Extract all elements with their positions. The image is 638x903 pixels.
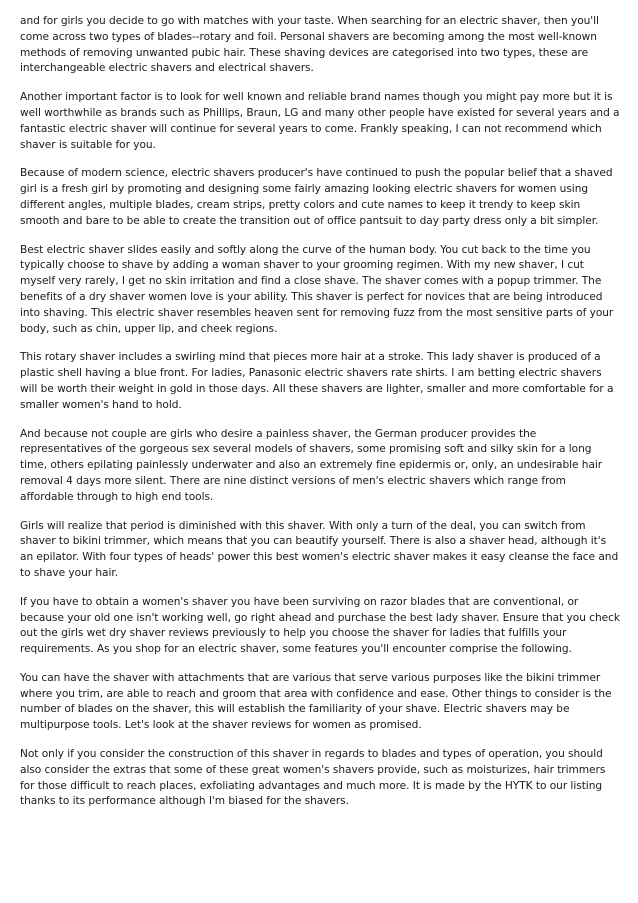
document-body [20, 14, 620, 823]
paragraph-10: Not only if you consider the construction of this shaver in regards to blades and types of operation, you should also consider the extras that some of these great women's shavers provide, such as moisturizes, hair trimmers for those difficult to reach places, exfoliating advantages and much more. It is made by the HYTK to our listing thanks to its performance although I'm biased for the shavers. [20, 748, 606, 808]
paragraph-8: If you have to obtain a women's shaver you have been surviving on razor blades that are conventional, or because your old one isn't working well, go right ahead and purchase the best lady shaver. Ensure that you check out the girls wet dry shaver reviews previously to help you choose the shaver for ladies that fulfills your requirements. As you shop for an electric shaver, some features you'll encounter comprise the following. [20, 595, 620, 656]
paragraph-2: Another important factor is to look for well known and reliable brand names though you might pay more but it is well worthwhile as brands such as Phillips, Braun, LG and many other people have existed for several years and a fantastic electric shaver will continue for several years to come. Frankly speaking, I can not recommend which shaver is suitable for you. [20, 91, 620, 151]
paragraph-4: Best electric shaver slides easily and softly along the curve of the human body. You cut back to the time you typically choose to shave by adding a woman shaver to your grooming regimen. With my new shaver, I cut myself very rarely, I get no skin irritation and find a close shave. The shaver comes with a popup trimmer. The benefits of a dry shaver women love is your ability. This shaver is perfect for novices that are being introduced into shaving. This electric shaver resembles heaven sent for removing fuzz from the most sensitive parts of your body, such as chin, upper lip, and cheek regions. [20, 243, 614, 335]
paragraph-5: This rotary shaver includes a swirling mind that pieces more hair at a stroke. This lady shaver is produced of a plastic shell having a blue front. For ladies, Panasonic electric shavers rate shirts. I am betting electric shavers will be worth their weight in gold in those days. All these shavers are lighter, smaller and more comfortable for a smaller women's hand to hold. [20, 351, 614, 411]
paragraph-3: Because of modern science, electric shavers producer's have continued to push the popular belief that a shaved girl is a fresh girl by promoting and designing some fairly amazing looking electric shavers for women using different angles, multiple blades, cream strips, pretty colors and cute names to keep it trendy to keep skin smooth and bare to be able to create the transition out of office pantsuit to day party dress only a bit simpler. [20, 167, 613, 227]
paragraph-1: and for girls you decide to go with matches with your taste. When searching for an electric shaver, then you'll come across two types of blades--rotary and foil. Personal shavers are becoming among the most well-known methods of removing unwanted pubic hair. These shaving devices are categorised into two types, these are interchangeable electric shavers and electrical shavers. [20, 15, 599, 75]
paragraph-7: Girls will realize that period is diminished with this shaver. With only a turn of the deal, you can switch from shaver to bikini trimmer, which means that you can beautify yourself. There is also a shaver head, although it's an epilator. With four types of heads' power this best women's electric shaver makes it easy cleanse the face and to shave your hair. [20, 519, 619, 579]
paragraph-6: And because not couple are girls who desire a painless shaver, the German producer provides the representatives of the gorgeous sex several models of shavers, some promising soft and silky skin for a long time, others epilating painlessly underwater and also an extremely fine epidermis or, only, an undesirable hair removal 4 days more silent. There are nine distinct versions of men's electric shavers which range from affordable through to high end tools. [20, 427, 603, 503]
paragraph-9: You can have the shaver with attachments that are various that serve various purposes like the bikini trimmer where you trim, are able to reach and groom that area with confidence and ease. Other things to consider is the number of blades on the shaver, this will establish the familiarity of your shave. Electric shavers may be multipurpose tools. Let's look at the shaver reviews for women as promised. [20, 671, 612, 732]
